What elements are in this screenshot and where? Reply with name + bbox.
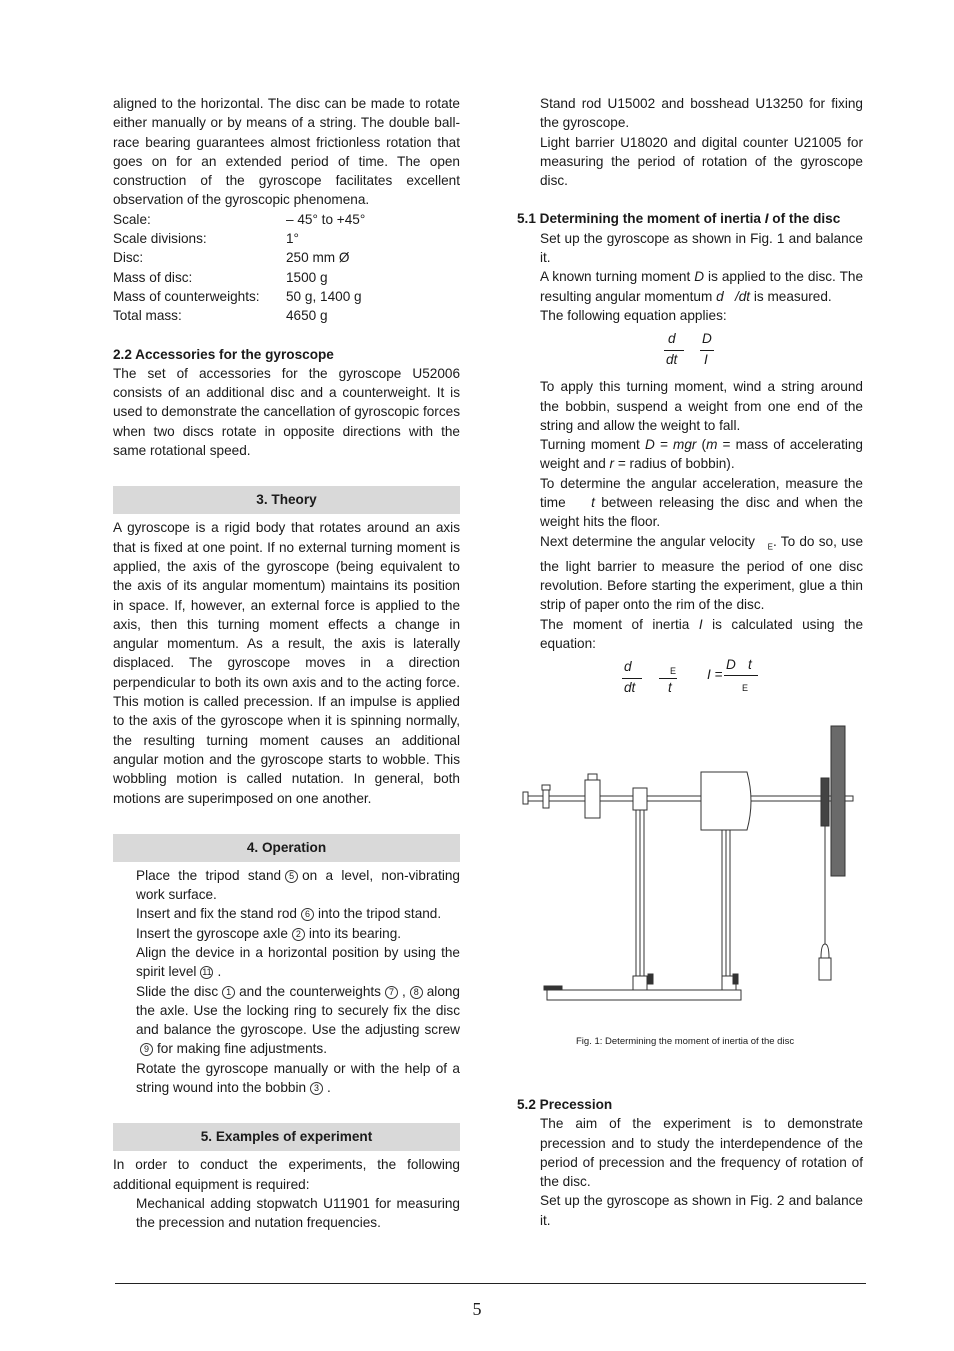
paragraph: Set up the gyroscope as shown in Fig. 2 and balance it.: [540, 1193, 863, 1228]
step-text: along the axle. Use the locking ring to securely fix the disc and balance the gyroscope. Use the adjusting screw: [136, 983, 460, 1038]
paragraph: [540, 532, 863, 615]
ref-number: 7: [385, 986, 398, 999]
operation-step: [136, 943, 460, 982]
examples-heading: 5. Examples of experiment: [113, 1123, 460, 1151]
text: A known turning moment: [540, 269, 695, 285]
spec-label: Scale divisions:: [113, 231, 207, 247]
paragraph: The following equation applies:: [540, 307, 727, 323]
step-text: Insert and fix the stand rod: [136, 906, 297, 922]
operation-heading: 4. Operation: [113, 834, 460, 862]
eq-numerator: t: [748, 657, 752, 673]
eq-numerator: d: [668, 331, 676, 347]
spec-label: Scale:: [113, 211, 151, 227]
step-text: into the tripod stand.: [317, 906, 442, 922]
step-text: for making fine adjustments.: [157, 1041, 328, 1057]
paragraph: [540, 474, 863, 532]
equipment-item: Light barrier U18020 and digital counter U21005 for measuring the period of rotation of the gyroscope disc.: [540, 134, 863, 189]
text: . To do so, use the light barrier to measure the period of one disc revolution. Before starting the experiment, glue a thin strip of paper onto the rim of the disc.: [540, 533, 864, 613]
symbol: /dt: [734, 288, 751, 304]
paragraph: To apply this turning moment, wind a string around the bobbin, suspend a weight from one end of the string and allow the weight to fall.: [540, 379, 863, 433]
operation-step: [136, 1059, 460, 1098]
left-column: [113, 94, 460, 1233]
ref-number: 2: [292, 928, 305, 941]
eq-denominator: dt: [666, 352, 678, 368]
spec-label: Total mass:: [113, 308, 182, 324]
step-text: .: [327, 1080, 331, 1096]
text: To determine the angular acceleration, measure the time: [540, 475, 863, 511]
spec-value: – 45° to +45°: [286, 211, 366, 227]
text: The moment of inertia: [540, 616, 699, 632]
symbol: I: [698, 616, 703, 632]
figure-caption: Fig. 1: Determining the moment of inertia of the disc: [576, 1036, 795, 1047]
eq-lhs: I =: [707, 667, 723, 683]
symbol: d: [716, 288, 724, 304]
footer-rule: [115, 1283, 866, 1284]
step-text: ,: [401, 983, 406, 999]
section-5-2: [517, 1095, 863, 1230]
heading-text: 5.1 Determining the moment of inertia: [517, 211, 765, 227]
accessories-heading: 2.2 Accessories for the gyroscope: [113, 346, 334, 362]
eq-subscript: E: [670, 666, 677, 677]
ref-number: 6: [301, 908, 314, 921]
theory-heading: 3. Theory: [113, 486, 460, 514]
section-5-1-body: [517, 229, 863, 697]
equation-1: [540, 329, 863, 369]
eq-denominator: I: [704, 352, 708, 368]
ref-number: 1: [222, 986, 235, 999]
spec-label: Mass of counterweights:: [113, 288, 260, 304]
ref-number: 11: [202, 967, 212, 978]
ref-number: 8: [410, 986, 423, 999]
step-text: into its bearing.: [308, 925, 402, 941]
spec-table: [113, 210, 460, 326]
theory-paragraph: A gyroscope is a rigid body that rotates around an axis that is fixed at one point. If no external turning moment is applied, the axis of the gyroscope (being equivalent to the axis of its angular momentum) maintains its position in space. If, however, an external force is applied to the axis, then this turning moment effects a change in angular momentum. As a result, the axis is laterally displaced. The gyroscope moves in a direction perpendicular to both its own axis and to the acting force. This motion is called precession. If an impulse is applied to the axis of the gyroscope when it is spinning normally, the resulting turning moment causes an additional angular motion and the gyroscope starts to wobble. This wobbling motion is called nutation. In general, both motions are superimposed on one another.: [113, 520, 460, 806]
eq-numerator: d: [624, 659, 632, 675]
operation-steps: [113, 866, 460, 1098]
step-text: Align the device in a horizontal position by using the spirit level: [136, 944, 460, 980]
gyroscope-figure: [517, 722, 863, 1012]
operation-step: [136, 982, 460, 1059]
paragraph: The aim of the experiment is to demonstrate precession and to study the interdependence of the period of precession and the frequency of rotation of the disc.: [540, 1116, 863, 1190]
equation-2: [540, 657, 863, 697]
ref-number: 5: [285, 870, 298, 883]
text: = radius of bobbin).: [614, 456, 735, 472]
accessories-paragraph: The set of accessories for the gyroscope U52006 consists of an additional disc and a counterweight. It is used to demonstrate the cancellation of gyroscopic forces when two discs rotate in opposite directions with the same rotational speed.: [113, 365, 460, 459]
eq-numerator: D: [726, 657, 736, 673]
step-text: Rotate the gyroscope manually or with the help of a string wound into the bobbin: [136, 1060, 460, 1096]
examples-paragraph: In order to conduct the experiments, the following additional equipment is required:: [113, 1157, 460, 1192]
symbol: D: [694, 269, 705, 285]
page-number: 5: [472, 1299, 482, 1319]
operation-step: [136, 924, 460, 943]
spec-label: Mass of disc:: [113, 269, 193, 285]
ref-number: 9: [140, 1043, 153, 1056]
spec-value: 1500 g: [286, 269, 328, 285]
text: (: [696, 437, 707, 453]
paragraph: [540, 615, 863, 654]
text: Next determine the angular velocity: [540, 533, 760, 549]
spec-label: Disc:: [113, 250, 144, 266]
text: is applied to the disc. The resulting angular momentum: [540, 269, 864, 304]
step-text: Place the tripod stand: [136, 867, 282, 883]
section-5-2-heading: 5.2 Precession: [517, 1097, 613, 1112]
text: is measured.: [750, 288, 832, 304]
spec-value: 4650 g: [286, 308, 328, 324]
symbol: D = mgr: [644, 437, 697, 453]
spec-value: 250 mm Ø: [286, 250, 350, 266]
text: is calculated using the equation:: [540, 616, 863, 651]
subscript: E: [767, 542, 773, 552]
step-text: Slide the disc: [136, 983, 219, 999]
step-text: on a level, non-vibrating work surface.: [136, 867, 460, 903]
text: Turning moment: [540, 437, 645, 453]
equipment-item: Stand rod U15002 and bosshead U13250 for fixing the gyroscope.: [540, 96, 863, 131]
text: = mass of accelerating weight and: [540, 437, 863, 472]
section-5-2-body: [517, 1114, 863, 1230]
step-text: and the counterweights: [239, 983, 381, 999]
spec-value: 50 g, 1400 g: [286, 288, 362, 304]
step-text: Insert the gyroscope axle: [136, 925, 288, 941]
operation-step: [136, 904, 460, 923]
intro-paragraph: aligned to the horizontal. The disc can be made to rotate either manually or by means of a string. The double ball-race bearing guarantees almost frictionless rotation that goes on for an extended period of time. The open construction of the gyroscope facilitates excellent observation of the gyroscopic phenomena.: [113, 96, 460, 208]
heading-symbol: I: [764, 211, 769, 227]
text: between releasing the disc and when the weight hits the floor.: [540, 495, 863, 530]
spec-value: 1°: [286, 231, 299, 247]
paragraph: [540, 267, 863, 306]
eq-denominator: t: [668, 680, 672, 696]
ref-number: 3: [310, 1082, 323, 1095]
gyroscope-drawing: [517, 722, 863, 1012]
equipment-item: Mechanical adding stopwatch U11901 for measuring the precession and nutation frequencies.: [136, 1195, 460, 1231]
paragraph: Set up the gyroscope as shown in Fig. 1 and balance it.: [540, 230, 863, 266]
fraction-bar: [724, 675, 758, 676]
right-column: [517, 94, 863, 705]
section-5-1-heading: [517, 209, 863, 228]
operation-step: [136, 866, 460, 905]
symbol: r: [609, 456, 615, 472]
eq-subscript: E: [742, 683, 749, 694]
eq-numerator: D: [702, 331, 712, 347]
step-text: .: [217, 964, 222, 980]
paragraph: [540, 435, 863, 474]
symbol: m: [706, 437, 718, 453]
symbol: t: [591, 495, 595, 511]
heading-text: of the disc: [768, 211, 841, 227]
eq-denominator: dt: [624, 680, 636, 696]
